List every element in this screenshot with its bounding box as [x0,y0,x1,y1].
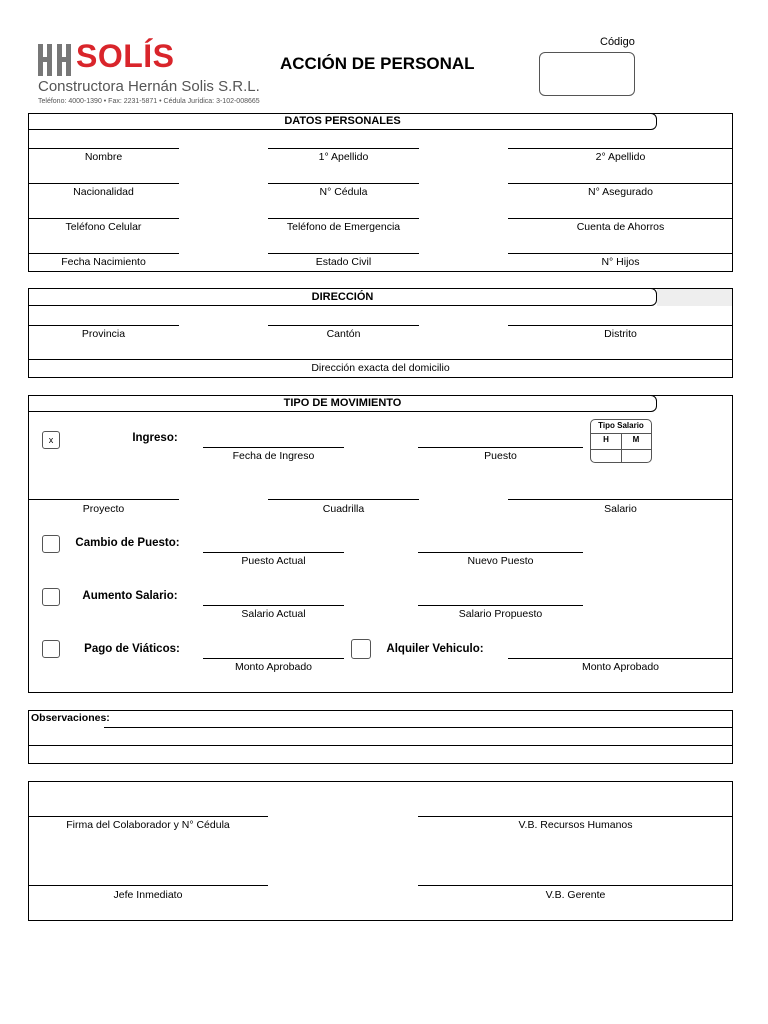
puesto-field[interactable] [418,447,583,448]
personal-data-heading: DATOS PERSONALES [28,113,657,130]
salario-h-option[interactable]: H [603,435,609,444]
salario-actual-field[interactable] [203,605,344,606]
field-telefono-emergencia: Teléfono de Emergencia [286,221,401,233]
field-nacionalidad: Nacionalidad [73,186,134,198]
firma-colaborador-label: Firma del Colaborador y N° Cédula [66,819,230,831]
firma-colaborador-line[interactable] [28,816,268,817]
code-label: Código [600,36,635,48]
tipo-salario-label: Tipo Salario [598,421,644,430]
field-hijos: N° Hijos [601,256,640,268]
code-input[interactable] [539,52,635,96]
observations-line-2[interactable] [28,745,733,746]
proyecto-field[interactable] [28,499,179,500]
cuadrilla-label: Cuadrilla [322,503,365,515]
field-apellido-2: 2° Apellido [595,151,646,163]
salario-m-option[interactable]: M [632,435,640,444]
salario-actual-label: Salario Actual [241,608,306,620]
salario-field[interactable] [508,499,733,500]
tipo-salario-box [590,419,652,463]
monto-viaticos-label: Monto Aprobado [234,661,313,673]
company-name: Constructora Hernán Solis S.R.L. [38,78,260,95]
observations-section [28,710,733,764]
field-apellido-1: 1° Apellido [318,151,369,163]
vb-gerente-label: V.B. Gerente [545,889,606,901]
field-cuenta-ahorros: Cuenta de Ahorros [576,221,665,233]
aumento-salario-label: Aumento Salario: [82,590,178,602]
aumento-salario-checkbox[interactable] [42,588,60,606]
monto-alquiler-label: Monto Aprobado [581,661,660,673]
proyecto-label: Proyecto [82,503,125,515]
movement-heading: TIPO DE MOVIMIENTO [28,395,657,412]
puesto-label: Puesto [484,450,517,462]
field-distrito: Distrito [604,328,637,340]
cambio-puesto-label: Cambio de Puesto: [75,537,180,549]
vb-gerente-line[interactable] [418,885,733,886]
logo-text: SOLÍS [76,38,175,74]
jefe-inmediato-label: Jefe Inmediato [113,889,183,901]
nuevo-puesto-field[interactable] [418,552,583,553]
alquiler-label: Alquiler Vehiculo: [386,643,484,655]
salario-propuesto-label: Salario Propuesto [458,608,543,620]
salario-propuesto-field[interactable] [418,605,583,606]
viaticos-checkbox[interactable] [42,640,60,658]
ingreso-checkbox[interactable]: x [42,431,60,449]
company-logo [38,38,278,110]
field-canton: Cantón [326,328,361,340]
cuadrilla-field[interactable] [268,499,419,500]
form-title: ACCIÓN DE PERSONAL [280,54,475,73]
viaticos-label: Pago de Viáticos: [84,643,180,655]
vb-rrhh-label: V.B. Recursos Humanos [518,819,633,831]
alquiler-checkbox[interactable] [351,639,371,659]
address-heading: DIRECCIÓN [28,288,657,306]
field-provincia: Provincia [81,328,126,340]
company-contact: Teléfono: 4000-1390 • Fax: 2231-5871 • Cédula Jurídica: 3-102-008665 [38,98,260,105]
observations-line-1[interactable] [104,727,733,728]
field-estado-civil: Estado Civil [315,256,372,268]
jefe-inmediato-line[interactable] [28,885,268,886]
field-nombre: Nombre [84,151,123,163]
monto-alquiler-field[interactable] [508,658,733,659]
puesto-actual-field[interactable] [203,552,344,553]
monto-viaticos-field[interactable] [203,658,344,659]
cambio-puesto-checkbox[interactable] [42,535,60,553]
ingreso-label: Ingreso: [132,432,178,444]
salario-label: Salario [604,503,637,515]
observations-label: Observaciones: [31,712,110,724]
field-fecha-nacimiento: Fecha Nacimiento [61,256,146,268]
field-cedula: N° Cédula [319,186,368,198]
puesto-actual-label: Puesto Actual [241,555,306,567]
hs-logo-icon [38,44,72,76]
field-direccion-exacta: Dirección exacta del domicilio [311,362,450,374]
field-asegurado: N° Asegurado [588,186,653,198]
fecha-ingreso-field[interactable] [203,447,344,448]
nuevo-puesto-label: Nuevo Puesto [467,555,534,567]
fecha-ingreso-label: Fecha de Ingreso [232,450,315,462]
vb-rrhh-line[interactable] [418,816,733,817]
field-telefono-celular: Teléfono Celular [65,221,142,233]
